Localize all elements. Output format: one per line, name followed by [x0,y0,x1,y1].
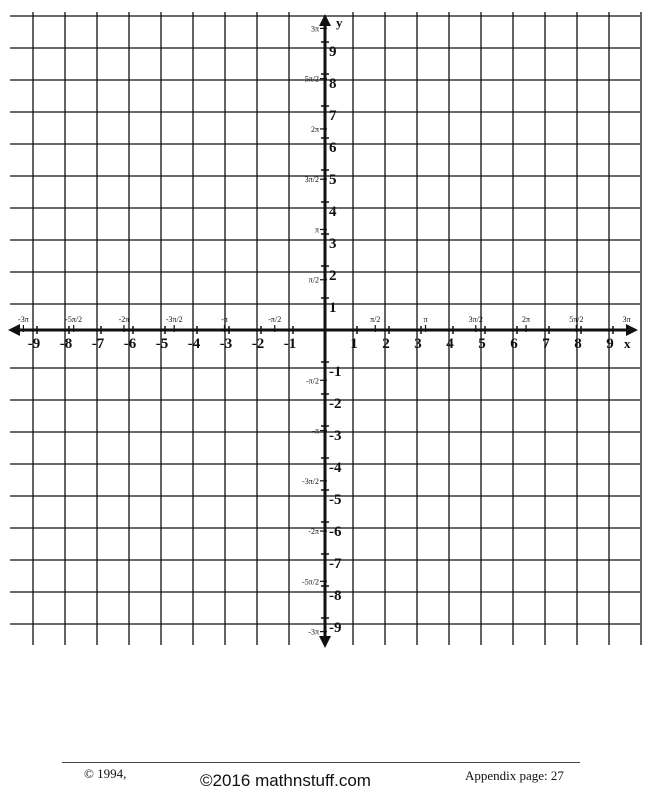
y-tick-label: 8 [329,76,337,92]
x-pi-label: -3π [18,315,29,324]
y-pi-label: 2π [310,124,319,134]
y-tick-label: -3 [329,428,342,444]
x-pi-label: -π [221,315,228,324]
x-tick-label: -1 [283,336,297,352]
copyright-year: © 1994, [84,766,127,781]
y-tick-label: -7 [329,556,342,572]
footer-rule [62,762,580,763]
y-tick-label: -2 [329,396,342,412]
x-tick-label: 8 [574,336,582,352]
y-tick-label: 7 [329,108,337,124]
y-pi-label: π [314,225,319,235]
x-tick-label: -5 [155,336,169,352]
y-pi-label: -π/2 [306,376,319,386]
x-pi-label: π [423,315,428,324]
x-tick-label: 2 [382,336,390,352]
x-tick-label: -2 [251,336,265,352]
y-tick-label: 5 [329,172,337,188]
x-tick-label: 6 [510,336,518,352]
x-axis-arrow-left [8,324,20,336]
x-pi-label: -π/2 [268,315,282,324]
x-tick-label: -3 [219,336,233,352]
x-pi-label: 5π/2 [569,315,584,324]
x-tick-label: 7 [542,336,550,352]
y-tick-label: 3 [329,236,337,252]
y-tick-label: 1 [329,300,337,316]
y-pi-label: -3π [308,627,319,637]
x-tick-label: 9 [606,336,614,352]
y-tick-label: -8 [329,588,342,604]
x-tick-label: 3 [414,336,422,352]
x-tick-label: 4 [446,336,454,352]
y-tick-label: 9 [329,44,337,60]
y-pi-label: -3π/2 [302,476,319,486]
x-pi-label: 3π [622,315,631,324]
x-tick-label: -9 [27,336,41,352]
y-pi-label: -5π/2 [302,577,319,587]
y-tick-label: 6 [329,140,337,156]
y-pi-label: 3π [310,24,319,34]
y-pi-label: π/2 [308,275,319,285]
y-tick-label: -5 [329,492,342,508]
x-axis-label: x [624,336,631,351]
y-axis-label: y [336,15,343,30]
x-axis-arrow-right [626,324,638,336]
x-pi-label: -5π/2 [65,315,83,324]
x-tick-label: -4 [187,336,201,352]
y-tick-label: 4 [329,204,337,220]
y-pi-label: 3π/2 [304,175,319,185]
y-tick-label: -6 [329,524,342,540]
x-pi-label: 3π/2 [468,315,483,324]
x-pi-label: π/2 [370,315,381,324]
x-tick-label: 5 [478,336,486,352]
x-tick-label: 1 [350,336,358,352]
y-pi-label: 5π/2 [304,74,319,84]
y-tick-label: -4 [329,460,342,476]
y-pi-label: -π [312,426,319,436]
x-pi-label: -3π/2 [165,315,183,324]
x-tick-label: -7 [91,336,105,352]
x-tick-label: -6 [123,336,137,352]
y-tick-label: -1 [329,364,342,380]
appendix-page-label: Appendix page: 27 [465,768,564,783]
y-pi-label: -2π [308,527,319,537]
x-tick-label: -8 [59,336,73,352]
x-pi-label: 2π [522,315,531,324]
y-tick-label: -9 [329,620,342,636]
site-watermark: ©2016 mathnstuff.com [200,771,371,790]
x-pi-label: -2π [118,315,130,324]
y-axis-arrow-bottom [319,636,331,648]
y-tick-label: 2 [329,268,337,284]
